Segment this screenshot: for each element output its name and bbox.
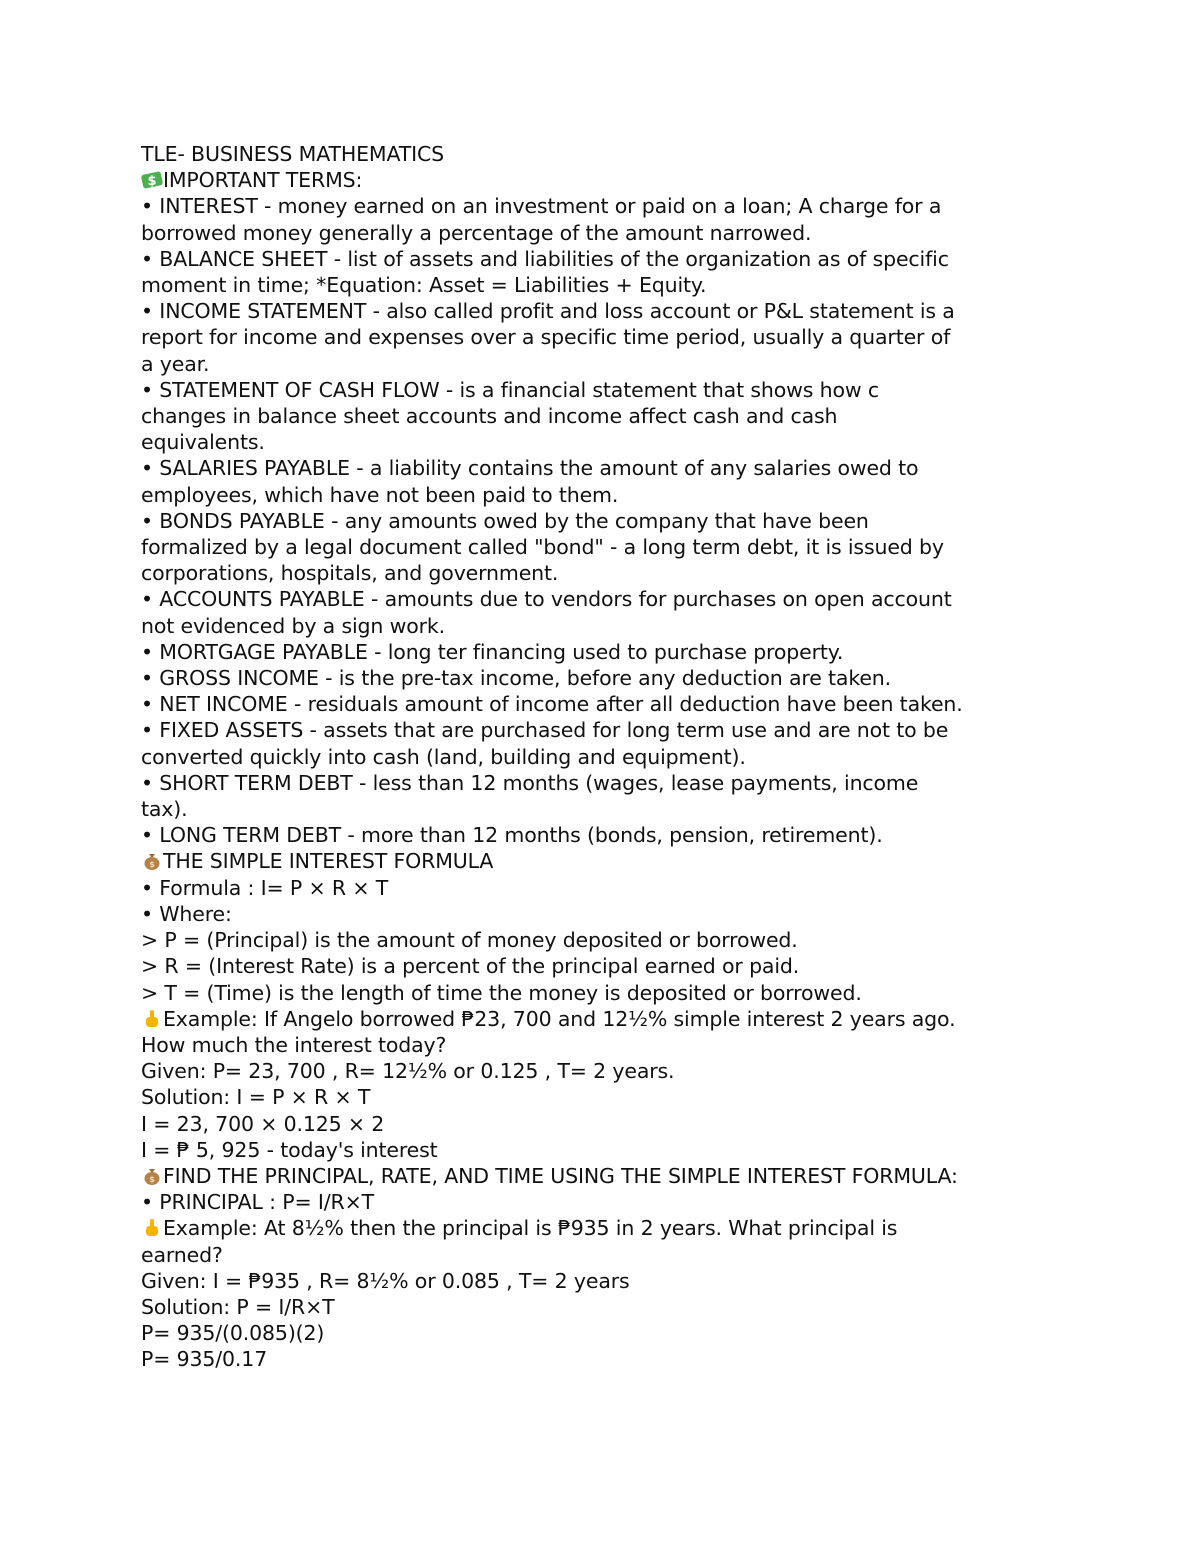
important-terms-label: IMPORTANT TERMS: (163, 168, 363, 193)
example-one-line: How much the interest today? (141, 1032, 447, 1057)
important-terms-heading (141, 167, 1071, 193)
formula-line: > R = (Interest Rate) is a percent of the principal earned or paid. (141, 954, 800, 979)
term-line: • NET INCOME - residuals amount of income after all deduction have been taken. (141, 692, 963, 717)
pointing-finger-icon (141, 1009, 163, 1029)
term-line: employees, which have not been paid to them. (141, 482, 619, 507)
find-principal-label: FIND THE PRINCIPAL, RATE, AND TIME USING THE SIMPLE INTEREST FORMULA: (163, 1163, 958, 1188)
example-two-line: Given: I = ₱935 , R= 8½% or 0.085 , T= 2 years (141, 1268, 630, 1293)
term-line: corporations, hospitals, and government. (141, 561, 559, 586)
term-line: • FIXED ASSETS - assets that are purchased for long term use and are not to be (141, 718, 949, 743)
svg-text:$: $ (149, 1174, 155, 1184)
term-line: • SALARIES PAYABLE - a liability contains the amount of any salaries owed to (141, 456, 919, 481)
simple-interest-label: THE SIMPLE INTEREST FORMULA (163, 849, 494, 874)
term-line: borrowed money generally a percentage of the amount narrowed. (141, 220, 812, 245)
pointing-finger-icon (141, 1218, 163, 1238)
example-two-text: Example: At 8½% then the principal is ₱935 in 2 years. What principal is (163, 1216, 898, 1241)
example-two-line: earned? (141, 1242, 223, 1267)
term-line: formalized by a legal document called "bond" - a long term debt, it is issued by (141, 535, 944, 560)
example-two-line: Solution: P = I/R×T (141, 1294, 335, 1319)
term-line: changes in balance sheet accounts and income affect cash and cash (141, 404, 838, 429)
example-one-line: Given: P= 23, 700 , R= 12½% or 0.125 , T= 2 years. (141, 1059, 675, 1084)
svg-text:$: $ (149, 860, 155, 870)
example-two-line: P= 935/(0.085)(2) (141, 1321, 325, 1346)
term-line: • ACCOUNTS PAYABLE - amounts due to vendors for purchases on open account (141, 587, 952, 612)
term-line: • SHORT TERM DEBT - less than 12 months (wages, lease payments, income (141, 770, 919, 795)
example-one-line: Solution: I = P × R × T (141, 1085, 371, 1110)
simple-interest-heading (141, 848, 1071, 874)
dollar-icon (141, 170, 163, 190)
term-line: converted quickly into cash (land, building and equipment). (141, 744, 746, 769)
term-line: • BONDS PAYABLE - any amounts owed by the company that have been (141, 508, 869, 533)
term-line: • LONG TERM DEBT - more than 12 months (bonds, pension, retirement). (141, 823, 883, 848)
example-one-first-line (141, 1006, 1071, 1032)
principal-formula-line: • PRINCIPAL : P= I/R×T (141, 1190, 375, 1215)
money-bag-icon (141, 851, 163, 871)
formula-line: > P = (Principal) is the amount of money deposited or borrowed. (141, 928, 798, 953)
money-bag-icon (141, 1166, 163, 1186)
term-line: • GROSS INCOME - is the pre-tax income, before any deduction are taken. (141, 666, 891, 691)
example-one-text: Example: If Angelo borrowed ₱23, 700 and 12½% simple interest 2 years ago. (163, 1006, 956, 1031)
term-line: equivalents. (141, 430, 265, 455)
example-two-first-line (141, 1215, 1071, 1241)
term-line: not evidenced by a sign work. (141, 613, 445, 638)
document-title: TLE- BUSINESS MATHEMATICS (141, 142, 445, 166)
find-principal-heading (141, 1163, 1071, 1189)
term-line: moment in time; *Equation: Asset = Liabilities + Equity. (141, 273, 707, 298)
term-line: • STATEMENT OF CASH FLOW - is a financial statement that shows how c (141, 377, 879, 402)
example-one-line: I = 23, 700 × 0.125 × 2 (141, 1111, 385, 1136)
term-line: • BALANCE SHEET - list of assets and liabilities of the organization as of specific (141, 246, 949, 271)
term-line: • MORTGAGE PAYABLE - long ter financing used to purchase property. (141, 639, 844, 664)
term-line: a year. (141, 351, 210, 376)
example-two-line: P= 935/0.17 (141, 1347, 268, 1372)
formula-line: > T = (Time) is the length of time the money is deposited or borrowed. (141, 980, 862, 1005)
formula-line: • Formula : I= P × R × T (141, 875, 389, 900)
svg-text:$: $ (147, 174, 157, 190)
document-body (141, 141, 1071, 1373)
term-line: tax). (141, 797, 188, 822)
term-line: • INTEREST - money earned on an investment or paid on a loan; A charge for a (141, 194, 942, 219)
term-line: • INCOME STATEMENT - also called profit and loss account or P&L statement is a (141, 299, 955, 324)
example-one-line: I = ₱ 5, 925 - today's interest (141, 1137, 438, 1162)
formula-line: • Where: (141, 901, 232, 926)
term-line: report for income and expenses over a specific time period, usually a quarter of (141, 325, 951, 350)
